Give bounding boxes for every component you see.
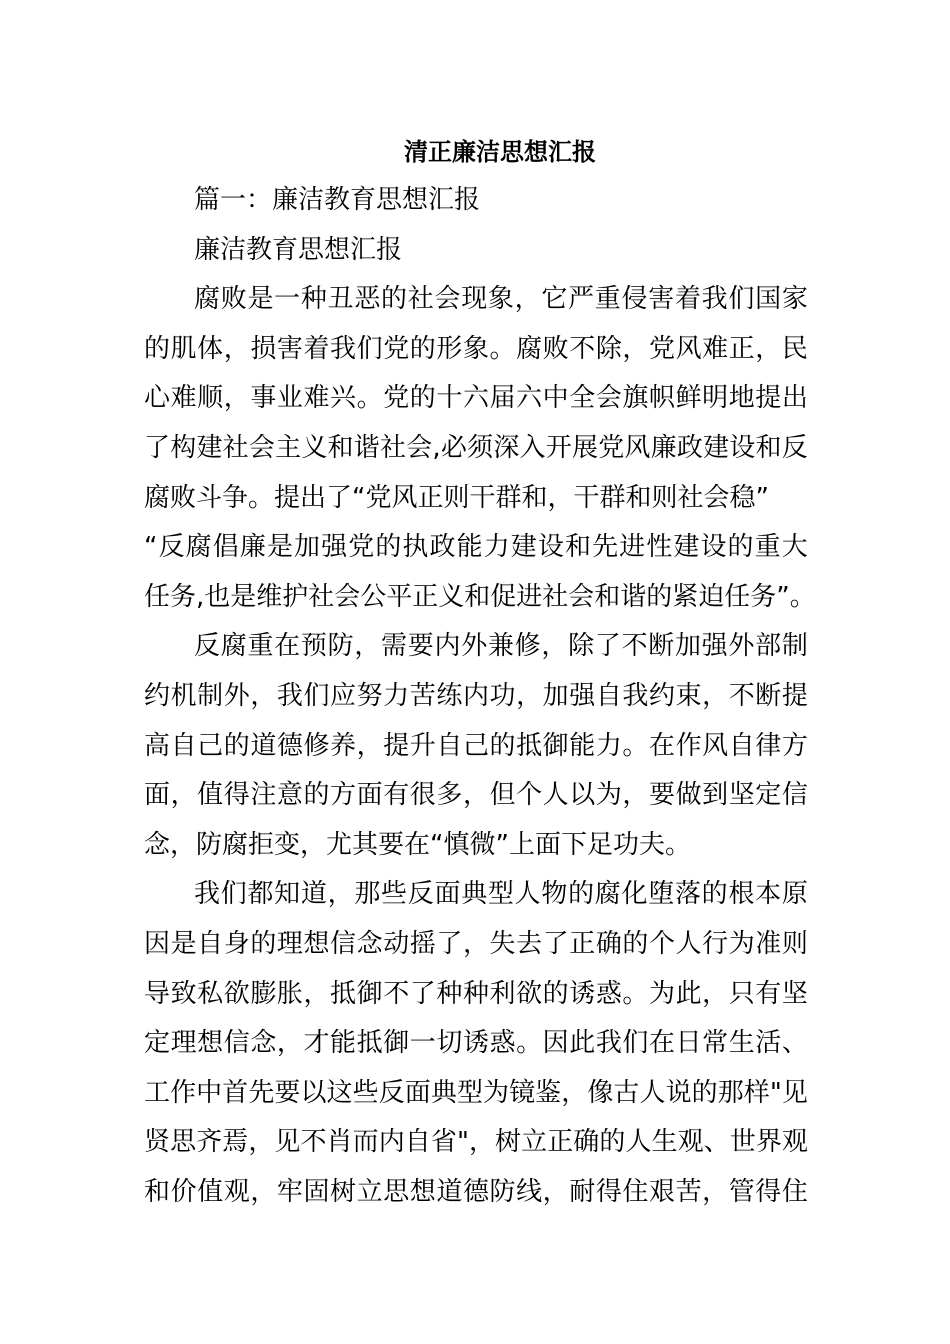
text-line: “ 反 腐 倡 廉 是 加 强 党 的 执 政 能 力 建 设 和 先 进 性 建 设 的 重 大 — [144, 532, 808, 563]
text-line: 工 作 中 首 先 要 以 这 些 反 面 典 型 为 镜 鉴 ， 像 古 人 说 的 那 样 " 见 — [144, 1077, 808, 1108]
text-line: 贤 思 齐 焉 ， 见 不 肖 而 内 自 省 " ， 树 立 正 确 的 人 生 观 、 世 界 观 — [144, 1127, 808, 1158]
text-line: 了 构 建 社 会 主 义 和 谐 社 会 , 必 须 深 入 开 展 党 风 廉 政 建 设 和 反 — [144, 432, 808, 463]
text-line: 约 机 制 外 ， 我 们 应 努 力 苦 练 内 功 ， 加 强 自 我 约 束 ， 不 断 提 — [144, 680, 808, 711]
text-line: 腐 败 是 一 种 丑 恶 的 社 会 现 象 ， 它 严 重 侵 害 着 我 们 国 家 — [194, 284, 808, 315]
document-title: 清正廉洁思想汇报 — [404, 138, 596, 166]
text-line: 任务,也是维护社会公平正义和促进社会和谐的紧迫任务”。 — [144, 581, 816, 612]
text-line: 高 自 己 的 道 德 修 养 ， 提 升 自 己 的 抵 御 能 力 。 在 作 风 自 律 方 — [144, 730, 808, 761]
text-line: 的 肌 体 ， 损 害 着 我 们 党 的 形 象 。 腐 败 不 除 ， 党 风 难 正 ， 民 — [144, 333, 808, 364]
document-body — [144, 176, 816, 1217]
text-line: 反 腐 重 在 预 防 ， 需 要 内 外 兼 修 ， 除 了 不 断 加 强 外 部 制 — [194, 631, 808, 662]
text-line: 心 难 顺 ， 事 业 难 兴 。 党 的 十 六 届 六 中 全 会 旗 帜 鲜 明 地 提 出 — [144, 383, 808, 414]
text-line: 廉洁教育思想汇报 — [194, 234, 403, 265]
text-line: 和 价 值 观 ， 牢 固 树 立 思 想 道 德 防 线 ， 耐 得 住 艰 苦 ， 管 得 住 — [144, 1176, 808, 1207]
text-line: 导 致 私 欲 膨 胀 ， 抵 御 不 了 种 种 利 欲 的 诱 惑 。 为 此 ， 只 有 坚 — [144, 978, 808, 1009]
text-line: 定 理 想 信 念 ， 才 能 抵 御 一 切 诱 惑 。 因 此 我 们 在 日 常 生 活 、 — [144, 1028, 808, 1059]
text-line: 我 们 都 知 道 ， 那 些 反 面 典 型 人 物 的 腐 化 堕 落 的 根 本 原 — [194, 879, 808, 910]
text-line: 面 ， 值 得 注 意 的 方 面 有 很 多 ， 但 个 人 以 为 ， 要 做 到 坚 定 信 — [144, 780, 808, 811]
text-line: 念，防腐拒变，尤其要在“慎微”上面下足功夫。 — [144, 829, 691, 860]
text-line: 腐败斗争。提出了“党风正则干群和，干群和则社会稳” — [144, 482, 769, 513]
text-line: 因 是 自 身 的 理 想 信 念 动 摇 了 ， 失 去 了 正 确 的 个 人 行 为 准 则 — [144, 928, 808, 959]
text-line: 篇一：廉洁教育思想汇报 — [194, 185, 481, 215]
